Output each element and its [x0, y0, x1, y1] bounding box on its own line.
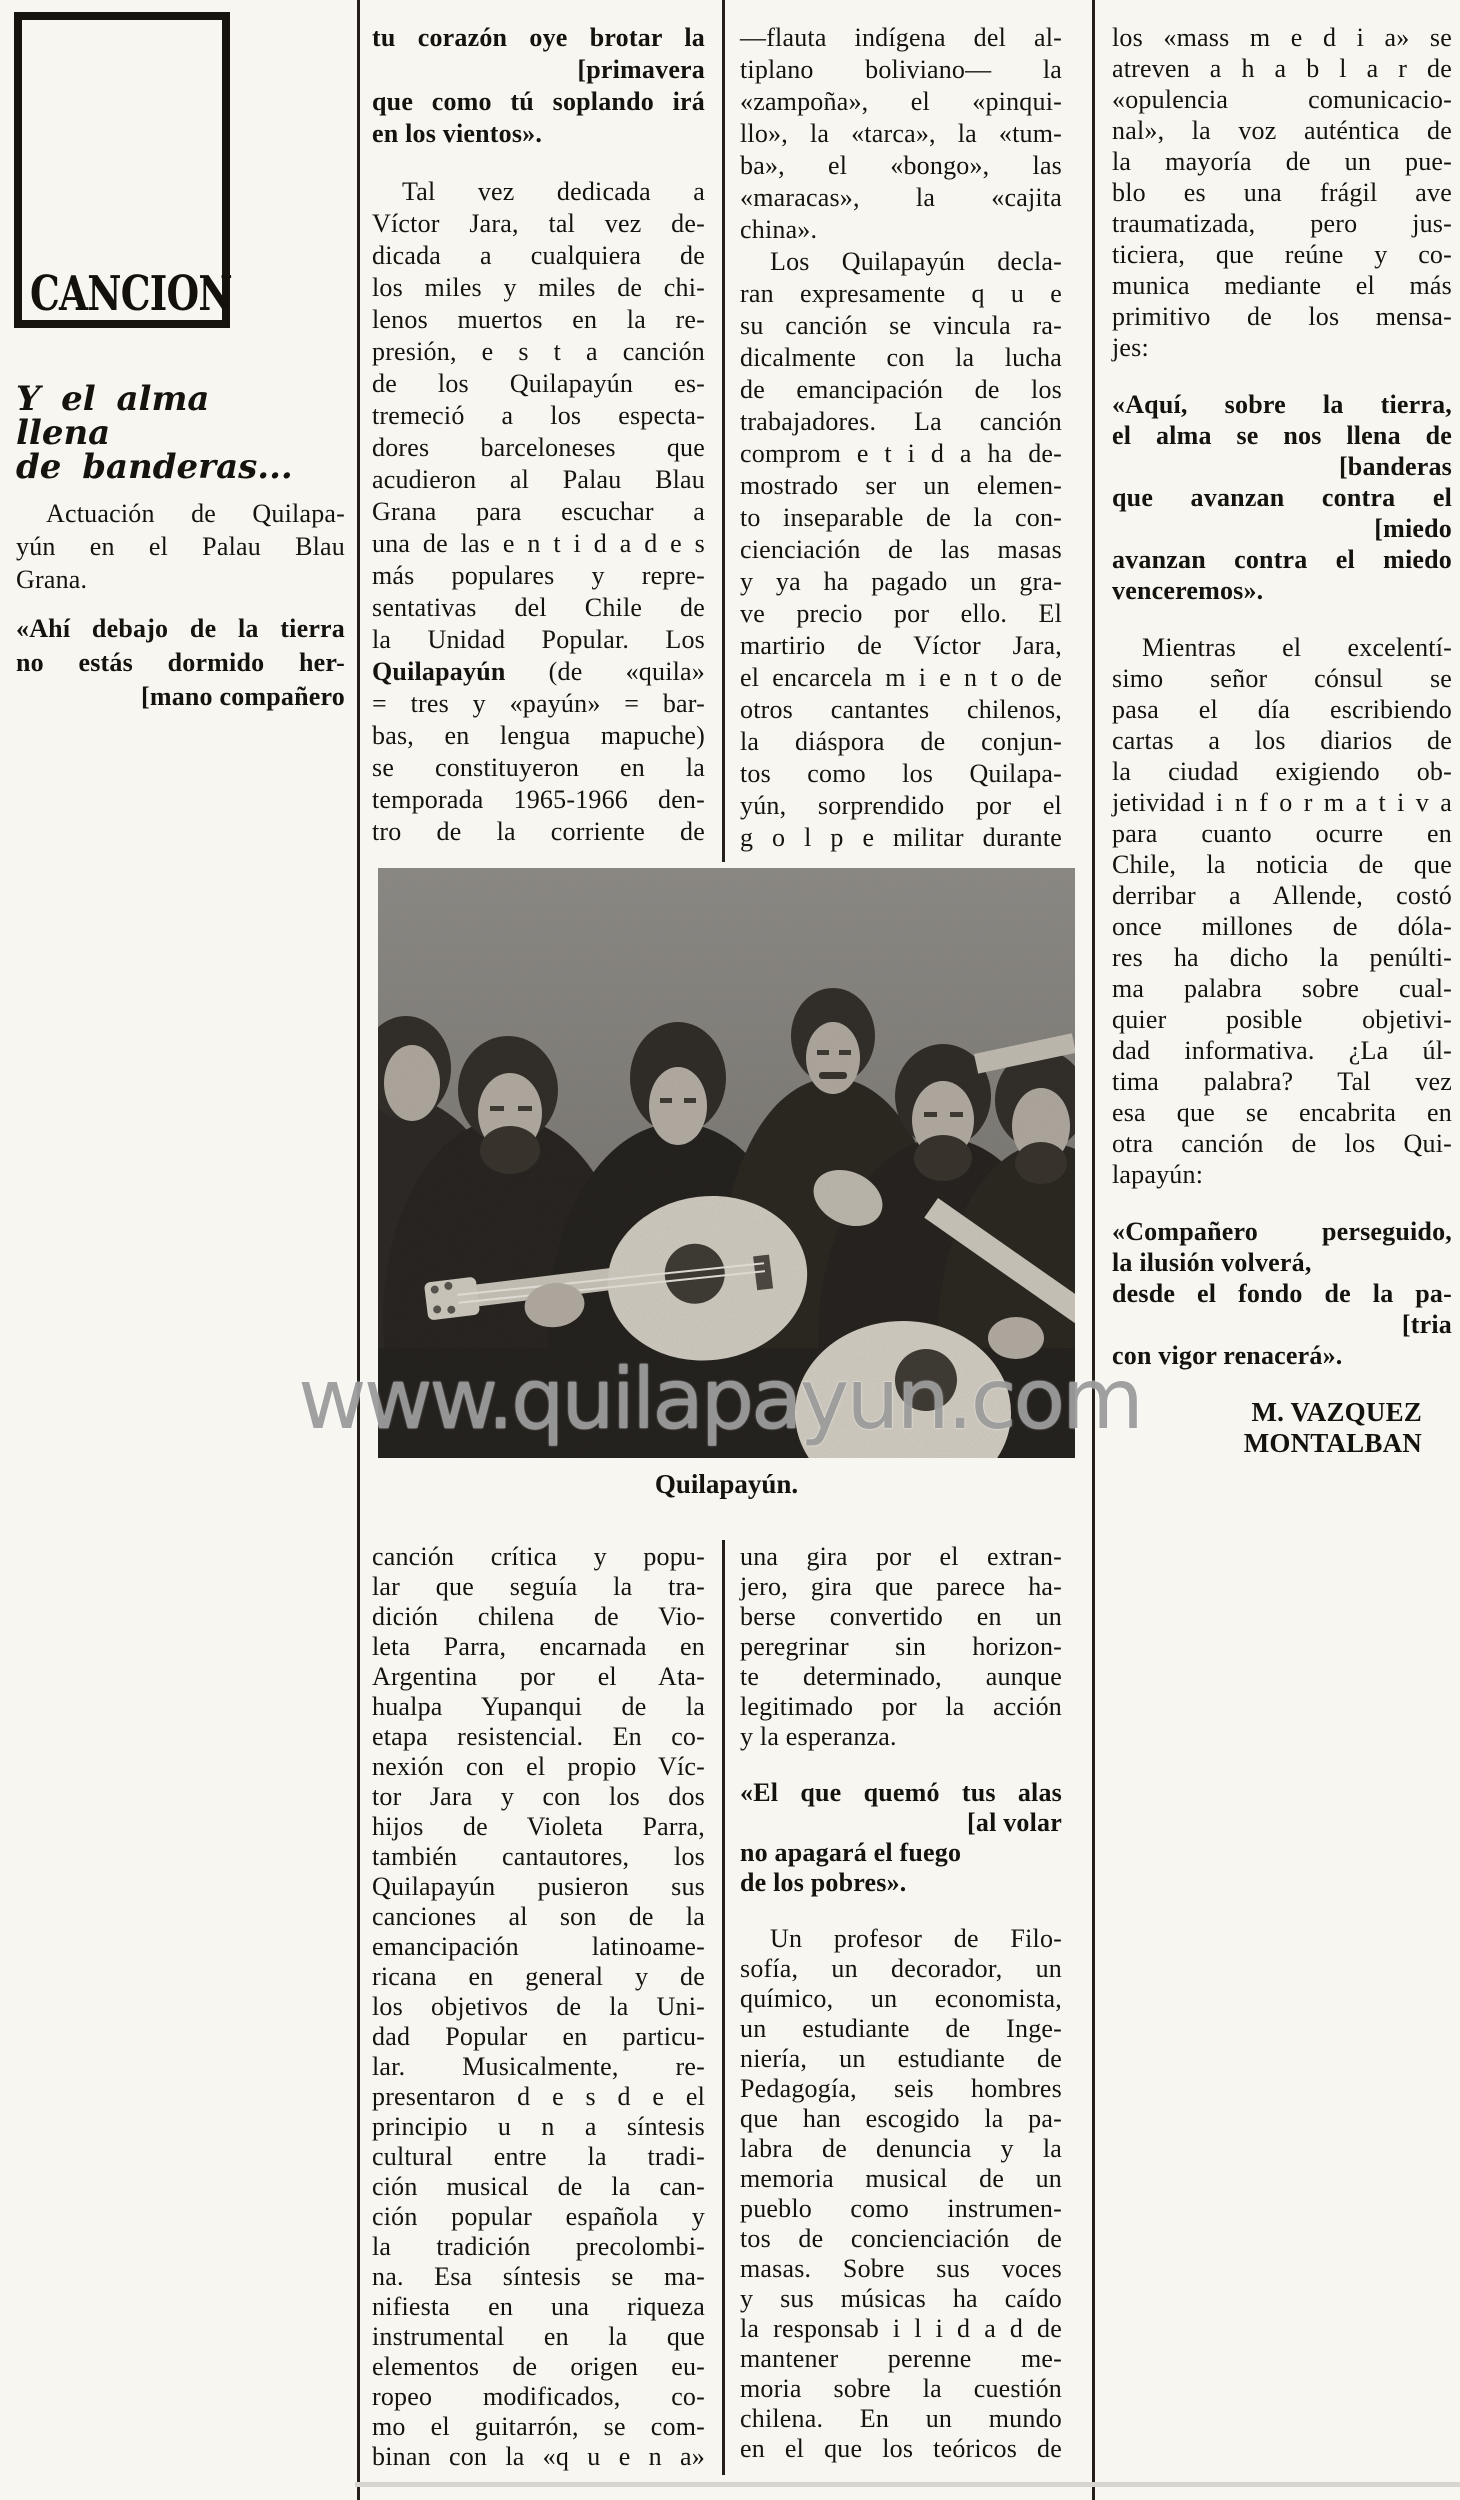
text-line: chilena. En un mundo: [740, 2404, 1062, 2433]
text-line: canciones al son de la: [372, 1902, 705, 1931]
text-line: «zampoña», el «pinqui-: [740, 87, 1062, 116]
text-line: la Unidad Popular. Los: [372, 625, 705, 654]
body-column-4: [1112, 22, 1452, 1459]
paragraph-gap: [372, 150, 705, 176]
text-line: niería, un estudiante de: [740, 2044, 1062, 2073]
text-line: su canción se vincula ra-: [740, 311, 1062, 340]
text-line: los miles y miles de chi-: [372, 273, 705, 302]
text-line: instrumental en la que: [372, 2322, 705, 2351]
article-headline: [16, 379, 336, 487]
text-line: «Aquí, sobre la tierra,: [1112, 390, 1452, 419]
column-divider: [722, 1540, 725, 2475]
text-line: primitivo de los mensa-: [1112, 302, 1452, 331]
text-line: tu corazón oye brotar la: [372, 23, 705, 52]
text-line: otra canción de los Qui-: [1112, 1129, 1452, 1158]
text-line: leta Parra, encarnada en: [372, 1632, 705, 1661]
text-line: químico, un economista,: [740, 1984, 1062, 2013]
text-line: jetividad i n f o r m a t i v a: [1112, 788, 1452, 817]
text-line: que como tú soplando irá: [372, 87, 705, 116]
text-line: que avanzan contra el: [1112, 483, 1452, 512]
text-line: Quilapayún (de «quila»: [372, 657, 705, 686]
text-line: cienciación de las masas: [740, 535, 1062, 564]
text-line: mostrado ser un elemen-: [740, 471, 1062, 500]
text-line: dicada a cualquiera de: [372, 241, 705, 270]
text-line: desde el fondo de la pa-: [1112, 1279, 1452, 1308]
text-line: mantener perenne me-: [740, 2344, 1062, 2373]
article-lede: [16, 497, 345, 596]
text-line: Mientras el excelentí-: [1142, 633, 1452, 662]
section-title: CANCION: [30, 266, 232, 322]
text-line: martirio de Víctor Jara,: [740, 631, 1062, 660]
text-line: Pedagogía, seis hombres: [740, 2074, 1062, 2103]
text-line: = tres y «payún» = bar-: [372, 689, 705, 718]
paragraph-gap: [740, 1898, 1062, 1924]
text-line: tos de concienciación de: [740, 2224, 1062, 2253]
text-line: Chile, la noticia de que: [1112, 850, 1452, 879]
text-line: no apagará el fuego: [740, 1838, 962, 1867]
text-line: res ha dicho la penúlti-: [1112, 943, 1452, 972]
body-column-bottom-right: [740, 1542, 1062, 2464]
text-line: de los pobres».: [740, 1868, 907, 1897]
text-line: bas, en lengua mapuche): [372, 721, 705, 750]
text-line: «El que quemó tus alas: [740, 1778, 1062, 1807]
text-line: los objetivos de la Uni-: [372, 1992, 705, 2021]
photo-caption: Quilapayún.: [654, 1469, 799, 1499]
section-box: [14, 12, 230, 328]
text-line: acudieron al Palau Blau: [372, 465, 705, 494]
text-line: y sus músicas ha caído: [740, 2284, 1062, 2313]
text-line: Los Quilapayún decla-: [770, 247, 1062, 276]
column-divider: [722, 0, 725, 862]
text-line: de emancipación de los: [740, 375, 1062, 404]
text-line: lenos muertos en la re-: [372, 305, 705, 334]
text-line: no estás dormido her-: [16, 648, 345, 677]
text-line: atreven a h a b l a r de: [1112, 54, 1452, 83]
text-line: el encarcela m i e n t o de: [740, 663, 1062, 692]
text-line: Quilapayún pusieron sus: [372, 1872, 705, 1901]
text-line: la tradición precolombi-: [372, 2232, 705, 2261]
column-divider: [357, 0, 360, 2500]
text-line: temporada 1965-1966 den-: [372, 785, 705, 814]
text-line: tos como los Quilapa-: [740, 759, 1062, 788]
text-line: tremeció a los especta-: [372, 401, 705, 430]
text-line: en los vientos».: [372, 119, 543, 148]
text-line: para cuanto ocurre en: [1112, 819, 1452, 848]
text-line: la responsab i l i d a d de: [740, 2314, 1062, 2343]
text-line: mo el guitarrón, se com-: [372, 2412, 705, 2441]
text-line: ricana en general y de: [372, 1962, 705, 1991]
text-line: más populares y repre-: [372, 561, 705, 590]
text-line: un estudiante de Inge-: [740, 2014, 1062, 2043]
text-line: Tal vez dedicada a: [402, 177, 705, 206]
text-line: ción popular española y: [372, 2202, 705, 2231]
text-line: presentaron d e s d e el: [372, 2082, 705, 2111]
text-line: nifiesta en una riqueza: [372, 2292, 705, 2321]
text-line: ropeo modificados, co-: [372, 2382, 705, 2411]
text-line: el alma se nos llena de: [1112, 421, 1452, 450]
text-line: presión, e s t a canción: [372, 337, 705, 366]
text-line: se constituyeron en la: [372, 753, 705, 782]
text-line: [banderas: [1338, 452, 1452, 481]
text-line: munica mediante el más: [1112, 271, 1452, 300]
text-line: ran expresamente q u e: [740, 279, 1062, 308]
text-line: [primavera: [577, 55, 705, 84]
text-line: también cantautores, los: [372, 1842, 705, 1871]
text-line: peregrinar sin horizon-: [740, 1632, 1062, 1661]
text-line: pueblo como instrumen-: [740, 2194, 1062, 2223]
text-line: ción musical de la can-: [372, 2172, 705, 2201]
text-line: «Compañero perseguido,: [1112, 1217, 1452, 1246]
text-line: to inseparable de la con-: [740, 503, 1062, 532]
text-line: emancipación latinoame-: [372, 1932, 705, 1961]
text-line: y ya ha pagado un gra-: [740, 567, 1062, 596]
text-line: etapa resistencial. En co-: [372, 1722, 705, 1751]
text-line: yún, sorprendido por el: [740, 791, 1062, 820]
text-line: china».: [740, 215, 818, 244]
text-line: trabajadores. La canción: [740, 407, 1062, 436]
paragraph-gap: [1112, 1190, 1452, 1216]
text-line: ve precio por ello. El: [740, 599, 1062, 628]
text-line: elementos de origen eu-: [372, 2352, 705, 2381]
text-line: g o l p e militar durante: [740, 823, 1062, 852]
text-line: llo», la «tarca», la «tum-: [740, 119, 1062, 148]
text-line: [miedo: [1374, 514, 1452, 543]
text-line: sentativas del Chile de: [372, 593, 705, 622]
text-line: nexión con el propio Víc-: [372, 1752, 705, 1781]
text-line: una de las e n t i d a d e s: [372, 529, 705, 558]
text-line: hualpa Yupanqui de la: [372, 1692, 705, 1721]
text-line: con vigor renacerá».: [1112, 1341, 1343, 1370]
text-line: Grana.: [16, 565, 88, 594]
text-line: venceremos».: [1112, 576, 1264, 605]
text-line: «maracas», la «cajita: [740, 183, 1062, 212]
text-line: comprom e t i d a ha de-: [740, 439, 1062, 468]
text-line: canción crítica y popu-: [372, 1542, 705, 1571]
text-line: tiplano boliviano— la: [740, 55, 1062, 84]
text-line: traumatizada, pero jus-: [1112, 209, 1452, 238]
text-line: ticiera, que reúne y co-: [1112, 240, 1452, 269]
text-line: lar que seguía la tra-: [372, 1572, 705, 1601]
text-line: masas. Sobre sus voces: [740, 2254, 1062, 2283]
text-line: Actuación de Quilapa-: [46, 499, 345, 528]
text-line: la mayoría de un pue-: [1112, 147, 1452, 176]
text-line: llena: [16, 413, 111, 453]
left-column: [14, 0, 345, 860]
text-line: binan con la «q u e n a»: [372, 2442, 705, 2471]
paragraph-gap: [1112, 606, 1452, 632]
text-line: quier posible objetivi-: [1112, 1005, 1452, 1034]
text-line: «Ahí debajo de la tierra: [16, 614, 345, 643]
text-line: tor Jara y con los dos: [372, 1782, 705, 1811]
text-line: tima palabra? Tal vez: [1112, 1067, 1452, 1096]
text-line: sofía, un decorador, un: [740, 1954, 1062, 1983]
text-line: te determinado, aunque: [740, 1662, 1062, 1691]
text-line: blo es una frágil ave: [1112, 178, 1452, 207]
text-line: derribar a Allende, costó: [1112, 881, 1452, 910]
text-line: lapayún:: [1112, 1160, 1204, 1189]
text-line: «opulencia comunicacio-: [1112, 85, 1452, 114]
body-column-bottom-left: [372, 1542, 705, 2472]
text-line: otros cantantes chilenos,: [740, 695, 1062, 724]
text-line: M. VAZQUEZ: [1251, 1397, 1422, 1427]
body-column-3: [740, 22, 1062, 854]
text-line: la diáspora de conjun-: [740, 727, 1062, 756]
text-line: de banderas...: [16, 447, 293, 487]
text-line: cartas a los diarios de: [1112, 726, 1452, 755]
text-line: —flauta indígena del al-: [740, 23, 1062, 52]
text-line: Grana para escuchar a: [372, 497, 705, 526]
text-line: berse convertido en un: [740, 1602, 1062, 1631]
text-line: dores barceloneses que: [372, 433, 705, 462]
text-line: once millones de dóla-: [1112, 912, 1452, 941]
text-line: cultural entre la tradi-: [372, 2142, 705, 2171]
text-line: na. Esa síntesis se ma-: [372, 2262, 705, 2291]
text-line: [tria: [1401, 1310, 1452, 1339]
text-line: Argentina por el Ata-: [372, 1662, 705, 1691]
text-line: que han escogido la pa-: [740, 2104, 1062, 2133]
text-line: MONTALBAN: [1243, 1428, 1422, 1458]
text-line: los «mass m e d i a» se: [1112, 23, 1452, 52]
text-line: dad informativa. ¿La úl-: [1112, 1036, 1452, 1065]
paragraph-gap: [1112, 363, 1452, 389]
text-line: Víctor Jara, tal vez de-: [372, 209, 705, 238]
text-line: la ilusión volverá,: [1112, 1248, 1312, 1277]
page-bottom-rule: [355, 2482, 1460, 2487]
text-line: moria sobre la cuestión: [740, 2374, 1062, 2403]
text-line: hijos de Violeta Parra,: [372, 1812, 705, 1841]
text-line: esa que se encabrita en: [1112, 1098, 1452, 1127]
text-line: ba», el «bongo», las: [740, 151, 1062, 180]
text-line: en el que los teóricos de: [740, 2434, 1062, 2463]
text-line: Un profesor de Filo-: [770, 1924, 1062, 1953]
text-line: una gira por el extran-: [740, 1542, 1062, 1571]
text-line: la ciudad exigiendo ob-: [1112, 757, 1452, 786]
text-line: avanzan contra el miedo: [1112, 545, 1452, 574]
text-line: Y el alma: [16, 379, 210, 419]
text-line: [al volar: [967, 1808, 1062, 1837]
text-line: ma palabra sobre cual-: [1112, 974, 1452, 1003]
text-line: y la esperanza.: [740, 1722, 897, 1751]
lede-song-quote: [16, 612, 345, 714]
text-line: principio u n a síntesis: [372, 2112, 705, 2141]
watermark-text: www.quilapayun.com: [298, 1350, 1141, 1448]
text-line: jero, gira que parece ha-: [740, 1572, 1062, 1601]
paragraph-gap: [740, 1752, 1062, 1778]
text-line: yún en el Palau Blau: [16, 532, 345, 561]
text-line: tro de la corriente de: [372, 817, 705, 846]
text-line: jes:: [1112, 333, 1149, 362]
text-line: lar. Musicalmente, re-: [372, 2052, 705, 2081]
text-line: legitimado por la acción: [740, 1692, 1062, 1721]
text-line: de los Quilapayún es-: [372, 369, 705, 398]
body-column-2: [372, 22, 705, 848]
text-line: dad Popular en particu-: [372, 2022, 705, 2051]
column-divider: [1092, 0, 1095, 2500]
text-line: dición chilena de Vio-: [372, 1602, 705, 1631]
text-line: dicalmente con la lucha: [740, 343, 1062, 372]
text-line: pasa el día escribiendo: [1112, 695, 1452, 724]
text-line: memoria musical de un: [740, 2164, 1062, 2193]
text-line: simo señor cónsul se: [1112, 664, 1452, 693]
text-line: labra de denuncia y la: [740, 2134, 1062, 2163]
text-line: [mano compañero: [140, 682, 345, 711]
text-line: nal», la voz auténtica de: [1112, 116, 1452, 145]
